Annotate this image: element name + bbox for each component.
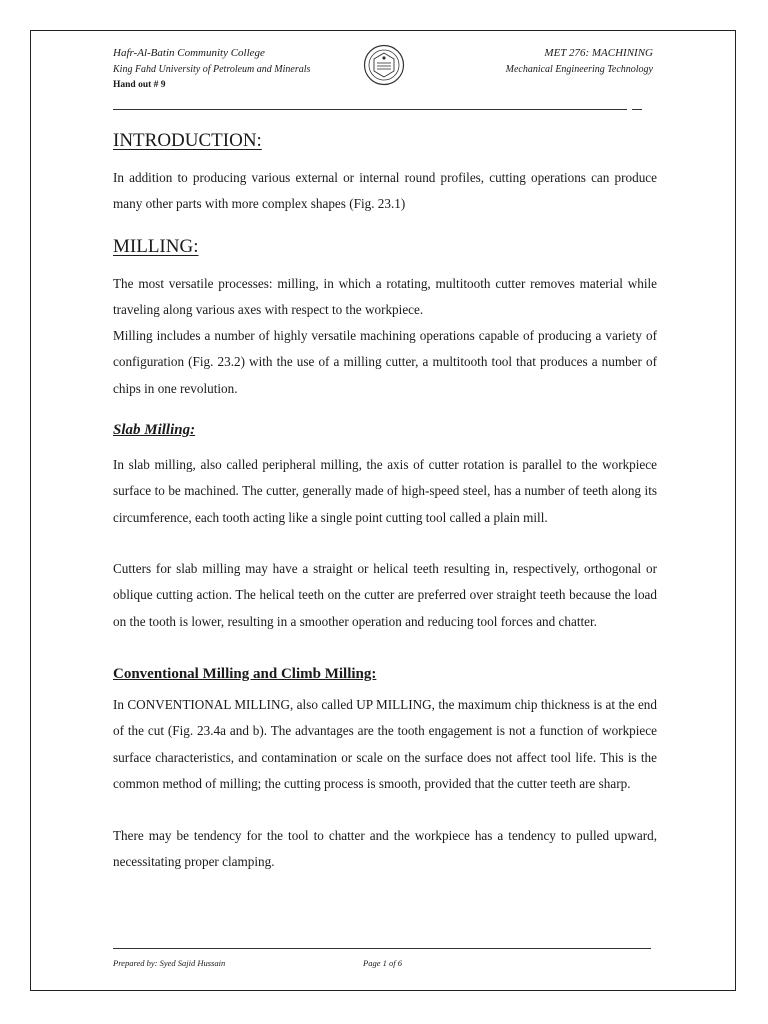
introduction-heading: INTRODUCTION: (113, 130, 262, 151)
header-right (506, 45, 653, 78)
milling-paragraph-1: The most versatile processes: milling, in which a rotating, multitooth cutter removes material while traveling along various axes with respect to the workpiece. (113, 276, 657, 318)
prepared-by: Prepared by: Syed Sajid Hussain (113, 958, 226, 968)
college-seal-icon (363, 44, 405, 91)
page-number: Page 1 of 6 (363, 958, 402, 968)
slab-milling-paragraph-1: In slab milling, also called peripheral milling, the axis of cutter rotation is parallel to the workpiece surface to be machined. The cutter, generally made of high-speed steel, has a number of teeth along its circumference, each tooth acting like a single point cutting tool called a plain mill. (113, 457, 657, 525)
document-page (30, 30, 736, 991)
milling-heading: MILLING: (113, 236, 199, 257)
slab-milling-heading: Slab Milling: (113, 422, 196, 438)
header-divider (113, 109, 627, 110)
course-title: MET 276: MACHINING (544, 47, 653, 59)
header-divider-tail (632, 109, 642, 110)
header-left (113, 45, 310, 92)
university-name: King Fahd University of Petroleum and Minerals (113, 64, 311, 76)
department-name: Mechanical Engineering Technology (505, 64, 653, 76)
footer-divider (113, 948, 651, 949)
conventional-milling-paragraph-1: In CONVENTIONAL MILLING, also called UP MILLING, the maximum chip thickness is at the end of the cut (Fig. 23.4a and b). The advantages are the tooth engagement is not a function of workpiece surface characteristics, and contamination or scale on the surface does not affect tool life. This is the common method of milling; the cutting process is smooth, provided that the cutter teeth are sharp. (113, 697, 657, 791)
handout-number: Hand out # 9 (113, 79, 166, 90)
conventional-milling-paragraph-2: There may be tendency for the tool to chatter and the workpiece has a tendency to pulled upward, necessitating proper clamping. (113, 828, 657, 870)
college-name: Hafr-Al-Batin Community College (113, 47, 265, 59)
conventional-milling-heading: Conventional Milling and Climb Milling: (113, 666, 377, 682)
introduction-paragraph: In addition to producing various external or internal round profiles, cutting operations can produce many other parts with more complex shapes (Fig. 23.1) (113, 170, 657, 212)
slab-milling-paragraph-2: Cutters for slab milling may have a straight or helical teeth resulting in, respectively, orthogonal or oblique cutting action. The helical teeth on the cutter are preferred over straight teeth because the load on the tooth is lower, resulting in a smoother operation and reducing tool forces and chatter. (113, 561, 657, 629)
milling-paragraph-2: Milling includes a number of highly versatile machining operations capable of producing a variety of configuration (Fig. 23.2) with the use of a milling cutter, a multitooth tool that produces a number of chips in one revolution. (113, 328, 657, 396)
